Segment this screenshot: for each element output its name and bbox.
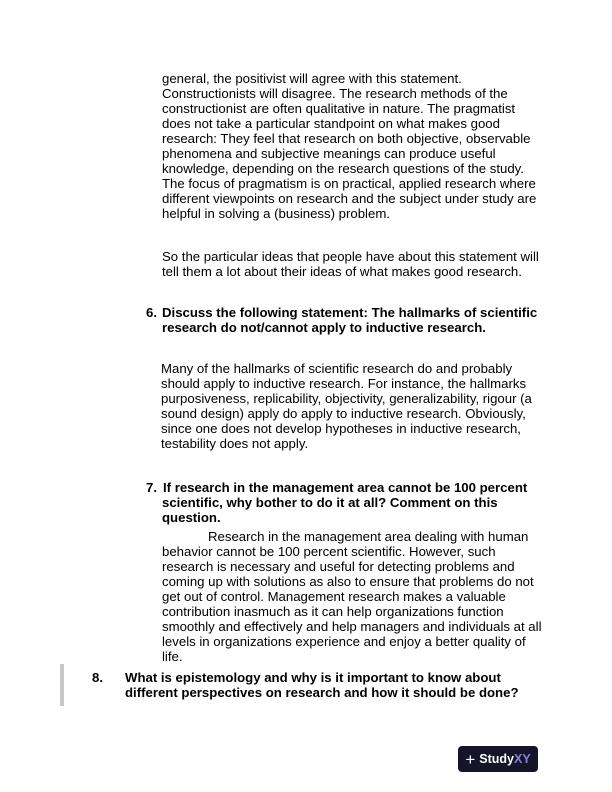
question-line: different perspectives on research and how it should be done?	[125, 685, 519, 700]
paragraph-line: different viewpoints on research and the subject under study are	[162, 191, 537, 206]
answer-line: life.	[162, 649, 183, 664]
answer-line: Many of the hallmarks of scientific research do and probably	[161, 361, 513, 376]
plus-icon: +	[465, 749, 476, 769]
answer-line: get out of control. Management research makes a valuable	[162, 589, 506, 604]
paragraph-line: does not take a particular standpoint on what makes good	[162, 116, 500, 131]
badge-accent: XY	[513, 752, 531, 766]
paragraph-line: helpful in solving a (business) problem.	[162, 206, 390, 221]
answer-line: Research in the management area dealing with human	[208, 529, 529, 544]
paragraph-line: research: They feel that research on both objective, observable	[162, 131, 531, 146]
answer-line: should apply to inductive research. For instance, the hallmarks	[161, 376, 527, 391]
paragraph-line: phenomena and subjective meanings can produce useful	[162, 146, 496, 161]
answer-line: purposiveness, replicability, objectivity, generalizability, rigour (a	[161, 391, 532, 406]
answer-line: behavior cannot be 100 percent scientific. However, such	[162, 544, 496, 559]
question-line: question.	[162, 510, 221, 525]
answer-line: testability does not apply.	[161, 436, 309, 451]
paragraph-line: general, the positivist will agree with this statement.	[162, 71, 462, 86]
question-line: If research in the management area cannot be 100 percent	[163, 480, 528, 495]
answer-line: sound design) apply do apply to inductive research. Obviously,	[161, 406, 526, 421]
quote-bar	[60, 664, 64, 706]
question-line: What is epistemology and why is it important to know about	[125, 670, 501, 685]
answer-line: research is necessary and useful for detecting problems and	[162, 559, 515, 574]
paragraph-line: So the particular ideas that people have about this statement will	[162, 249, 539, 264]
paragraph-line: tell them a lot about their ideas of what makes good research.	[162, 264, 522, 279]
badge-text: Study	[479, 752, 514, 766]
paragraph-line: knowledge, depending on the research questions of the study.	[162, 161, 524, 176]
answer-line: smoothly and effectively and help managers and individuals at all	[162, 619, 542, 634]
paragraph-line: The focus of pragmatism is on practical, applied research where	[162, 176, 536, 191]
studyxy-badge[interactable]	[458, 746, 538, 772]
question-line: research do not/cannot apply to inductive research.	[162, 320, 486, 335]
question-number: 8.	[92, 670, 103, 685]
question-number: 6.	[146, 305, 157, 320]
answer-line: levels in organizations experience and enjoy a better quality of	[162, 634, 526, 649]
paragraph-line: Constructionists will disagree. The research methods of the	[162, 86, 508, 101]
question-line: scientific, why bother to do it at all? Comment on this	[162, 495, 498, 510]
answer-line: since one does not develop hypotheses in inductive research,	[161, 421, 521, 436]
paragraph-line: constructionist are often qualitative in nature. The pragmatist	[162, 101, 516, 116]
answer-line: contribution inasmuch as it can help organizations function	[162, 604, 504, 619]
question-line: Discuss the following statement: The hallmarks of scientific	[162, 305, 538, 320]
question-number: 7.	[146, 480, 157, 495]
answer-line: coming up with solutions as also to ensure that problems do not	[162, 574, 534, 589]
